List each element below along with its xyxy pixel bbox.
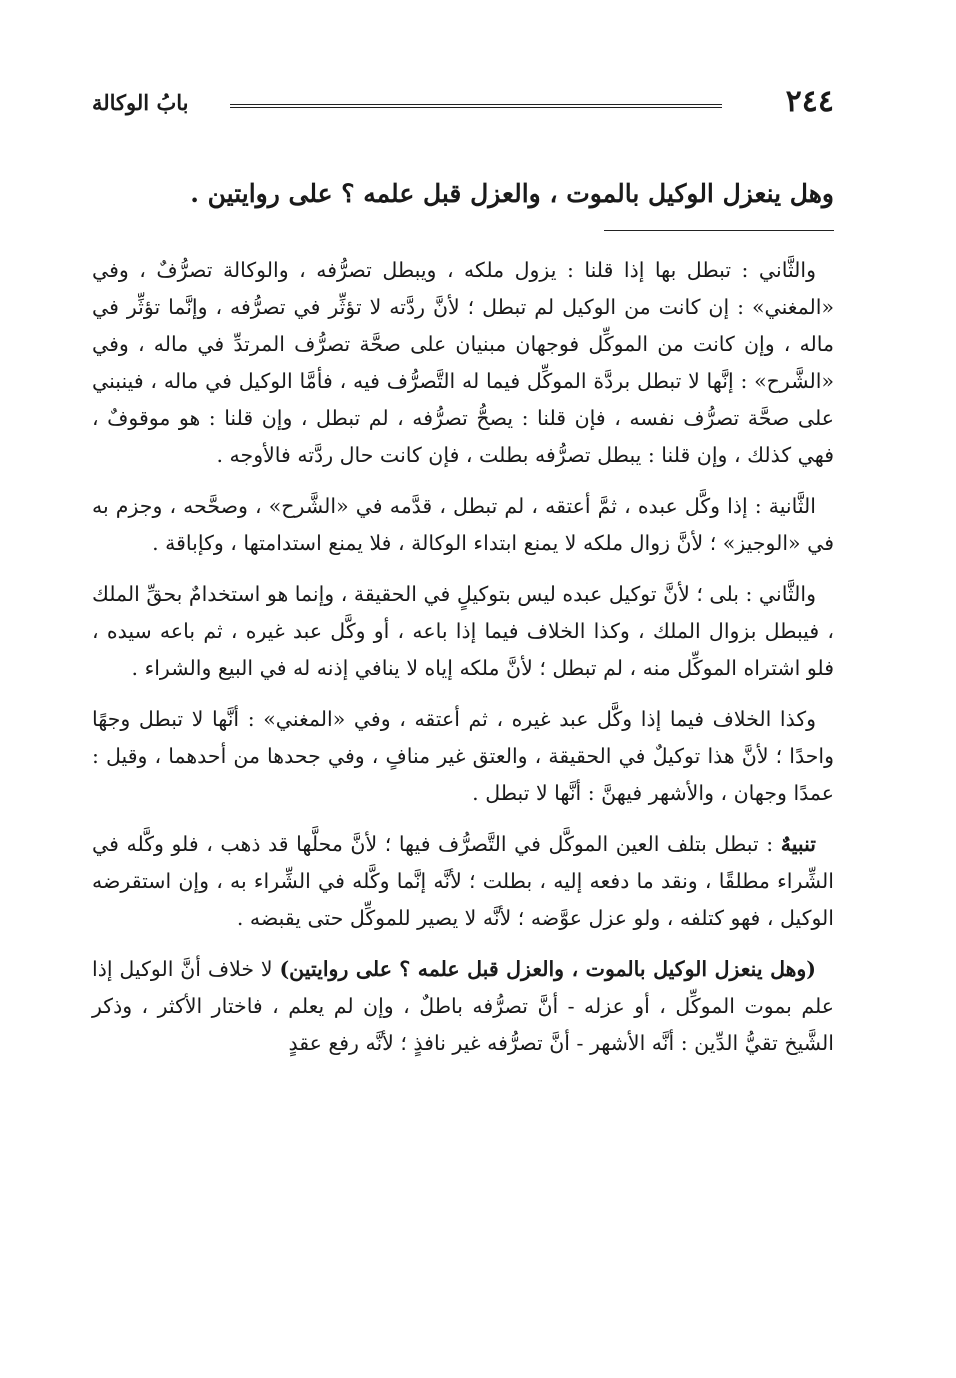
paragraph-lead: تنبيهٌ [780, 832, 816, 856]
matn-heading: وهل ينعزل الوكيل بالموت ، والعزل قبل علمه ؟ على روايتين . [190, 179, 834, 208]
paragraph-text: والثَّاني : بلى ؛ لأنَّ توكيل عبده ليس بتوكيلٍ في الحقيقة ، وإنما هو استخدامٌ بحقِّ الملك ، فيبطل بزوال الملك ، وكذا الخلاف فيما إذا باعه ، أو وكَّل عبد غيره ، ثم باعه سيده ، فلو اشتراه الموكِّل منه ، لم تبطل ؛ لأنَّ ملكه إياه لا ينافي إذنه له في البيع والشراء . [91, 582, 834, 680]
paragraph [92, 488, 834, 562]
paragraph [92, 252, 834, 474]
paragraph [92, 701, 834, 812]
paragraph-text: وكذا الخلاف فيما إذا وكَّل عبد غيره ، ثم أعتقه ، وفي «المغني» : أنَّها لا تبطل وجهًا واحدًا ؛ لأنَّ هذا توكيلٌ في الحقيقة ، والعتق غير منافٍ ، وفي جحدها من أحدهما ، وقيل : عمدًا وجهان ، والأشهر فيهنَّ : أنَّها لا تبطل . [92, 707, 834, 805]
paragraph [92, 951, 834, 1062]
paragraph-text: الثَّانية : إذا وكَّل عبده ، ثمَّ أعتقه ، لم تبطل ، قدَّمه في «الشَّرح» ، وصحَّحه ، وجزم به في «الوجيز» ؛ لأنَّ زوال ملكه لا يمنع ابتداء الوكالة ، فلا يمنع استدامتها ، وكإباقة . [92, 494, 834, 555]
matn-rule [604, 230, 834, 231]
paragraph-text: والثَّاني : تبطل بها إذا قلنا : يزول ملكه ، ويبطل تصرُّفه ، والوكالة تصرُّفٌ ، وفي «المغني» : إن كانت من الوكيل لم تبطل ؛ لأنَّ ردَّته لا تؤثِّر في تصرُّفه ، وإنَّما تؤثِّر في ماله ، وإن كانت من الموكِّل فوجهان مبنيان على صحَّة تصرُّف المرتدِّ في ماله ، وفي «الشَّرح» : إنَّها لا تبطل بردَّة الموكِّل فيما له التَّصرُّف فيه ، فأمَّا الوكيل في ماله ، فينبني على صحَّة تصرُّف نفسه ، فإن قلنا : يصحُّ تصرُّفه ، لم تبطل ، وإن قلنا : هو موقوفٌ ، فهي كذلك ، وإن قلنا : يبطل تصرُّفه بطلت ، فإن كانت حال ردَّته فالأوجه . [92, 258, 835, 467]
commentary-body [92, 252, 834, 1076]
paragraph [92, 576, 834, 687]
paragraph-text: لا خلاف أنَّ الوكيل إذا علم بموت الموكِّل ، أو عزله - أنَّ تصرُّفه باطلٌ ، وإن لم يعلم ، فاختار الأكثر ، وذكر الشَّيخ تقيُّ الدِّين : أنَّه الأشهر - أنَّ تصرُّفه غير نافذٍ ؛ لأنَّه رفع عقدٍ [92, 957, 834, 1055]
book-page [92, 0, 834, 1378]
header-rule [230, 104, 722, 108]
paragraph [92, 826, 834, 937]
page-number: ٢٤٤ [785, 84, 834, 119]
paragraph-text: : تبطل بتلف العين الموكَّل في التَّصرُّف فيها ؛ لأنَّ محلَّها قد ذهب ، فلو وكَّله في الشِّراء مطلقًا ، ونقد ما دفعه إليه ، بطلت ؛ لأنَّه إنَّما وكَّله في الشِّراء به ، وإن استقرضه الوكيل ، فهو كتلفه ، ولو عزل عوَّضه ؛ لأنَّه لا يصير للموكِّل حتى يقبضه . [92, 832, 834, 930]
chapter-title: بابُ الوكالة [92, 90, 189, 115]
page-header [92, 84, 834, 124]
paragraph-lead: (وهل ينعزل الوكيل بالموت ، والعزل قبل علمه ؟ على روايتين) [279, 957, 816, 981]
